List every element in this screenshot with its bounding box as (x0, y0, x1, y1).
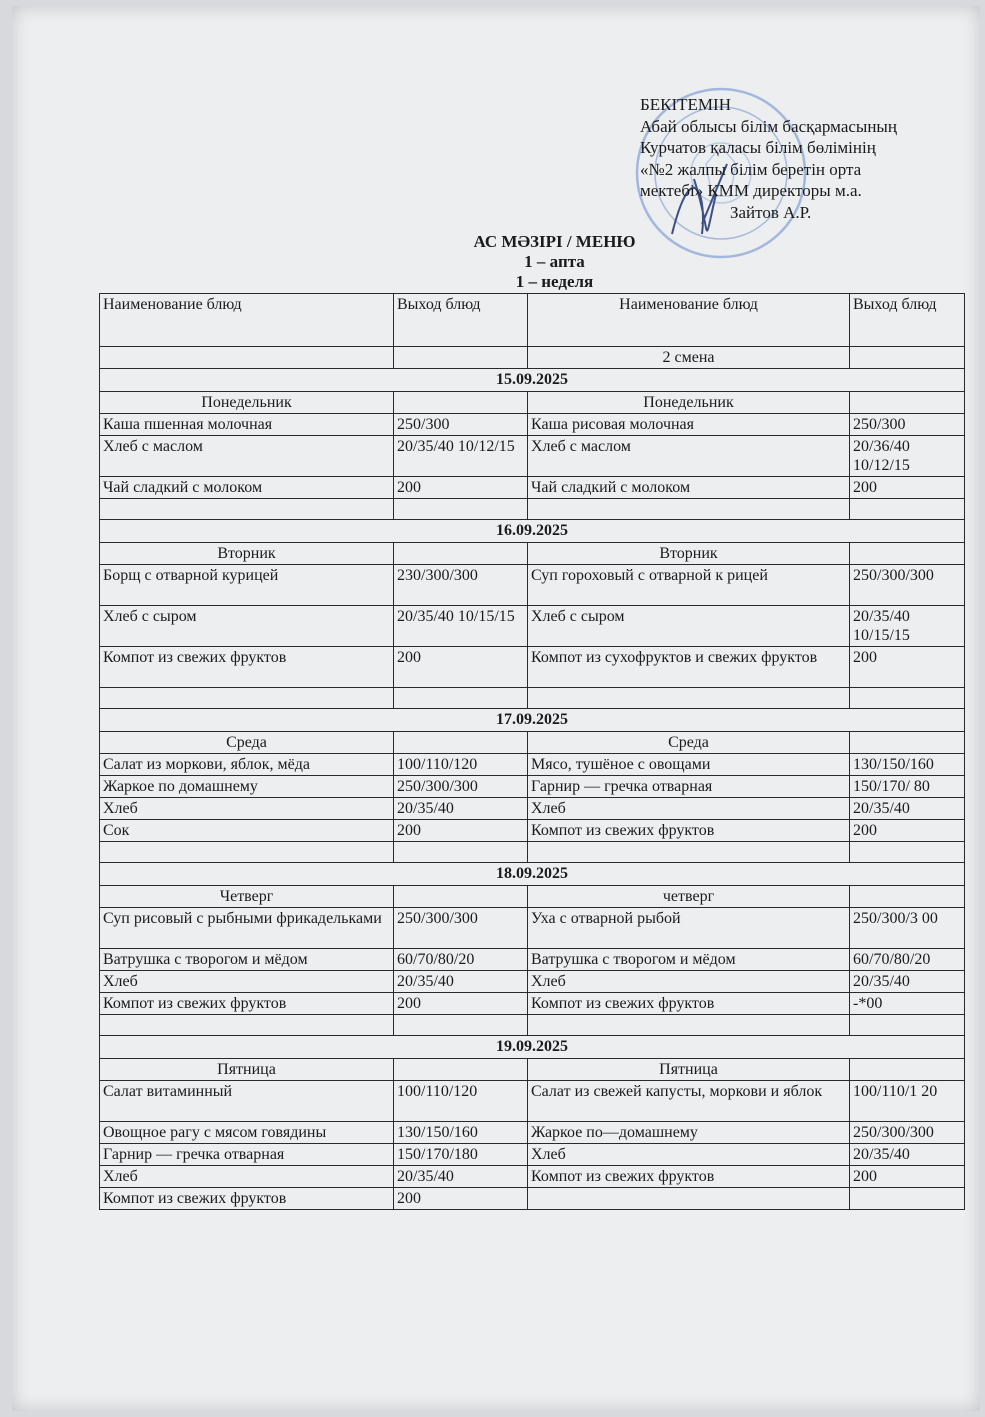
yield-right: 200 (850, 647, 965, 688)
table-row (100, 820, 965, 842)
yield-left: 20/35/40 (394, 798, 528, 820)
header-yield-right: Выход блюд (850, 294, 965, 347)
dish-right: Хлеб (528, 798, 850, 820)
yield-right: 130/150/160 (850, 754, 965, 776)
dish-left: Хлеб (100, 1166, 394, 1188)
date-label: 15.09.2025 (100, 369, 965, 392)
approval-line: «№2 жалпы білім беретін орта (640, 159, 862, 179)
table-row (100, 1081, 965, 1122)
dish-left: Гарнир — гречка отварная (100, 1144, 394, 1166)
dish-right: Гарнир — гречка отварная (528, 776, 850, 798)
dish-left: Салат из моркови, яблок, мёда (100, 754, 394, 776)
weekday-row (100, 886, 965, 908)
yield-right: 200 (850, 820, 965, 842)
yield-left: 20/35/40 (394, 1166, 528, 1188)
dish-right: Мясо, тушёное с овощами (528, 754, 850, 776)
yield-right: 200 (850, 1166, 965, 1188)
weekday-right: Вторник (528, 543, 850, 565)
dish-right: Хлеб (528, 1144, 850, 1166)
dish-right: Уха с отварной рыбой (528, 908, 850, 949)
table-row (100, 436, 965, 477)
dish-left: Сок (100, 820, 394, 842)
approval-line: мектебі» КММ директоры м.а. (640, 181, 862, 200)
yield-right: 20/35/40 (850, 1144, 965, 1166)
document-page (12, 6, 980, 1411)
weekday-left: Пятница (100, 1059, 394, 1081)
spacer-row (100, 499, 965, 520)
weekday-row (100, 1059, 965, 1081)
table-row (100, 993, 965, 1015)
dish-right: Компот из сухофруктов и свежих фруктов (528, 647, 850, 688)
date-label: 17.09.2025 (100, 709, 965, 732)
dish-left: Чай сладкий с молоком (100, 477, 394, 499)
dish-left: Хлеб с маслом (100, 436, 394, 477)
weekday-right: Понедельник (528, 392, 850, 414)
date-row (100, 863, 965, 886)
approval-signer: Зайтов А.Р. (730, 202, 812, 222)
weekday-right: четверг (528, 886, 850, 908)
date-label: 18.09.2025 (100, 863, 965, 886)
date-row (100, 709, 965, 732)
yield-right: 100/110/1 20 (850, 1081, 965, 1122)
table-row (100, 776, 965, 798)
table-row (100, 1188, 965, 1210)
yield-right: 20/35/40 (850, 798, 965, 820)
dish-left: Компот из свежих фруктов (100, 993, 394, 1015)
weekday-right: Пятница (528, 1059, 850, 1081)
table-row (100, 1144, 965, 1166)
weekday-left: Четверг (100, 886, 394, 908)
dish-right: Хлеб (528, 971, 850, 993)
table-row (100, 949, 965, 971)
dish-left: Жаркое по домашнему (100, 776, 394, 798)
yield-left: 200 (394, 820, 528, 842)
dish-right: Жаркое по—домашнему (528, 1122, 850, 1144)
weekday-row (100, 543, 965, 565)
header-dish-left: Наименование блюд (100, 294, 394, 347)
dish-left: Компот из свежих фруктов (100, 1188, 394, 1210)
yield-left: 200 (394, 993, 528, 1015)
yield-left: 250/300 (394, 414, 528, 436)
spacer-row (100, 688, 965, 709)
week-label-ru: 1 – неделя (515, 272, 594, 291)
yield-left: 200 (394, 477, 528, 499)
dish-left: Овощное рагу с мясом говядины (100, 1122, 394, 1144)
table-row (100, 1122, 965, 1144)
table-row (100, 606, 965, 647)
table-row (100, 565, 965, 606)
weekday-right: Среда (528, 732, 850, 754)
date-label: 19.09.2025 (100, 1036, 965, 1059)
weekday-left: Среда (100, 732, 394, 754)
yield-left: 200 (394, 647, 528, 688)
dish-left: Ватрушка с творогом и мёдом (100, 949, 394, 971)
dish-right (528, 1188, 850, 1210)
shift-label: 2 смена (528, 347, 850, 369)
yield-left: 20/35/40 10/12/15 (394, 436, 528, 477)
table-row (100, 971, 965, 993)
table-header-row (100, 294, 965, 347)
weekday-left: Понедельник (100, 392, 394, 414)
yield-left: 230/300/300 (394, 565, 528, 606)
week-label-kz: 1 – апта (524, 252, 585, 271)
approval-block (640, 94, 980, 223)
table-row (100, 908, 965, 949)
dish-left: Салат витаминный (100, 1081, 394, 1122)
yield-right: 150/170/ 80 (850, 776, 965, 798)
spacer-row (100, 842, 965, 863)
menu-table (99, 293, 965, 1210)
table-row (100, 414, 965, 436)
yield-right: 200 (850, 477, 965, 499)
yield-right: 20/35/40 (850, 971, 965, 993)
dish-right: Суп гороховый с отварной к рицей (528, 565, 850, 606)
yield-left: 200 (394, 1188, 528, 1210)
yield-right: 20/36/40 10/12/15 (850, 436, 965, 477)
weekday-row (100, 392, 965, 414)
menu-title: АС МӘЗІРІ / МЕНЮ (473, 232, 636, 251)
shift-row (100, 347, 965, 369)
date-row (100, 520, 965, 543)
dish-right: Хлеб с сыром (528, 606, 850, 647)
yield-left: 100/110/120 (394, 1081, 528, 1122)
menu-title-block (12, 232, 985, 292)
yield-right: 20/35/40 10/15/15 (850, 606, 965, 647)
table-row (100, 647, 965, 688)
table-row (100, 754, 965, 776)
table-row (100, 1166, 965, 1188)
dish-right: Чай сладкий с молоком (528, 477, 850, 499)
date-label: 16.09.2025 (100, 520, 965, 543)
dish-left: Суп рисовый с рыбными фрикадельками (100, 908, 394, 949)
yield-left: 130/150/160 (394, 1122, 528, 1144)
header-dish-right: Наименование блюд (528, 294, 850, 347)
dish-right: Компот из свежих фруктов (528, 820, 850, 842)
table-row (100, 477, 965, 499)
dish-right: Ватрушка с творогом и мёдом (528, 949, 850, 971)
yield-left: 250/300/300 (394, 776, 528, 798)
yield-left: 100/110/120 (394, 754, 528, 776)
yield-right: -*00 (850, 993, 965, 1015)
dish-right: Компот из свежих фруктов (528, 993, 850, 1015)
header-yield-left: Выход блюд (394, 294, 528, 347)
dish-left: Хлеб (100, 798, 394, 820)
yield-right: 250/300 (850, 414, 965, 436)
approval-line: Курчатов қаласы білім бөлімінің (640, 138, 876, 157)
yield-right: 250/300/3 00 (850, 908, 965, 949)
weekday-left: Вторник (100, 543, 394, 565)
table-row (100, 798, 965, 820)
yield-left: 60/70/80/20 (394, 949, 528, 971)
dish-left: Хлеб (100, 971, 394, 993)
dish-left: Хлеб с сыром (100, 606, 394, 647)
dish-right: Салат из свежей капусты, моркови и яблок (528, 1081, 850, 1122)
dish-right: Компот из свежих фруктов (528, 1166, 850, 1188)
dish-right: Каша рисовая молочная (528, 414, 850, 436)
approval-line: БЕКІТЕМІН (640, 95, 731, 114)
yield-right: 250/300/300 (850, 565, 965, 606)
yield-left: 20/35/40 (394, 971, 528, 993)
yield-left: 250/300/300 (394, 908, 528, 949)
dish-left: Борщ с отварной курицей (100, 565, 394, 606)
yield-right: 250/300/300 (850, 1122, 965, 1144)
yield-left: 150/170/180 (394, 1144, 528, 1166)
spacer-row (100, 1015, 965, 1036)
weekday-row (100, 732, 965, 754)
yield-left: 20/35/40 10/15/15 (394, 606, 528, 647)
dish-right: Хлеб с маслом (528, 436, 850, 477)
date-row (100, 369, 965, 392)
dish-left: Каша пшенная молочная (100, 414, 394, 436)
date-row (100, 1036, 965, 1059)
dish-left: Компот из свежих фруктов (100, 647, 394, 688)
yield-right: 60/70/80/20 (850, 949, 965, 971)
yield-right (850, 1188, 965, 1210)
approval-line: Абай облысы білім басқармасының (640, 116, 897, 136)
